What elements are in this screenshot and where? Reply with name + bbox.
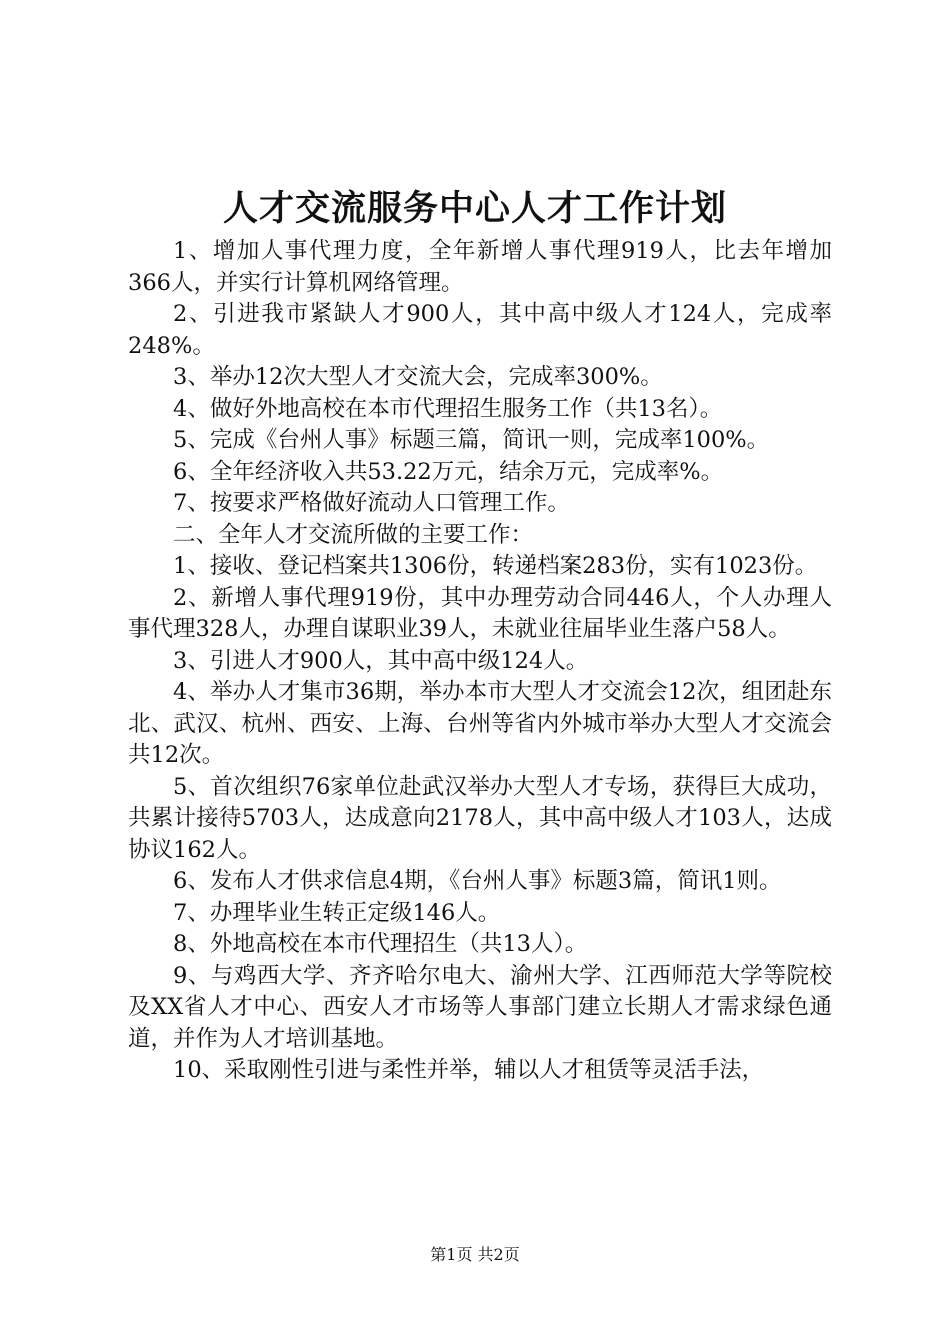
paragraph: 6、全年经济收入共53.22万元，结余万元，完成率%。 <box>173 458 724 485</box>
paragraph: 4、举办人才集市36期，举办本市大型人才交流会12次，组团赴东北、武汉、杭州、西安、上海、台州等省内外城市举办大型人才交流会共12次。 <box>128 679 832 768</box>
paragraph: 1、接收、登记档案共1306份，转递档案283份，实有1023份。 <box>173 553 818 579</box>
paragraph: 1、增加人事代理力度，全年新增人事代理919人，比去年增加366人，并实行计算机网络管理。 <box>128 238 832 296</box>
paragraph: 5、完成《台州人事》标题三篇，简讯一则，完成率100%。 <box>173 427 770 453</box>
paragraph: 3、举办12次大型人才交流大会，完成率300%。 <box>173 364 663 390</box>
paragraph: 2、新增人事代理919份，其中办理劳动合同446人，个人办理人事代理328人，办理自谋职业39人，未就业往届毕业生落户58人。 <box>128 584 832 642</box>
paragraph: 8、外地高校在本市代理招生（共13人）。 <box>173 931 588 957</box>
paragraph: 7、办理毕业生转正定级146人。 <box>173 899 501 926</box>
paragraph: 4、做好外地高校在本市代理招生服务工作（共13名）。 <box>173 395 723 422</box>
paragraph: 7、按要求严格做好流动人口管理工作。 <box>173 490 570 516</box>
document-body <box>128 236 832 1087</box>
paragraph: 5、首次组织76家单位赴武汉举办大型人才专场，获得巨大成功，共累计接待5703人，达成意向2178人，其中高中级人才103人，达成协议162人。 <box>128 773 832 863</box>
paragraph: 2、引进我市紧缺人才900人，其中高中级人才124人，完成率248%。 <box>128 301 832 359</box>
page-number-footer: 第1页 共2页 <box>430 1245 520 1264</box>
document-title: 人才交流服务中心人才工作计划 <box>222 188 727 229</box>
paragraph: 6、发布人才供求信息4期，《台州人事》标题3篇，简讯1则。 <box>173 868 782 894</box>
paragraph: 3、引进人才900人，其中高中级124人。 <box>173 647 589 674</box>
paragraph: 9、与鸡西大学、齐齐哈尔电大、渝州大学、江西师范大学等院校及XX省人才中心、西安人才市场等人事部门建立长期人才需求绿色通道，并作为人才培训基地。 <box>128 962 832 1052</box>
paragraph: 10、采取刚性引进与柔性并举，辅以人才租赁等灵活手法， <box>173 1057 765 1083</box>
section-heading: 二、全年人才交流所做的主要工作： <box>173 521 534 548</box>
